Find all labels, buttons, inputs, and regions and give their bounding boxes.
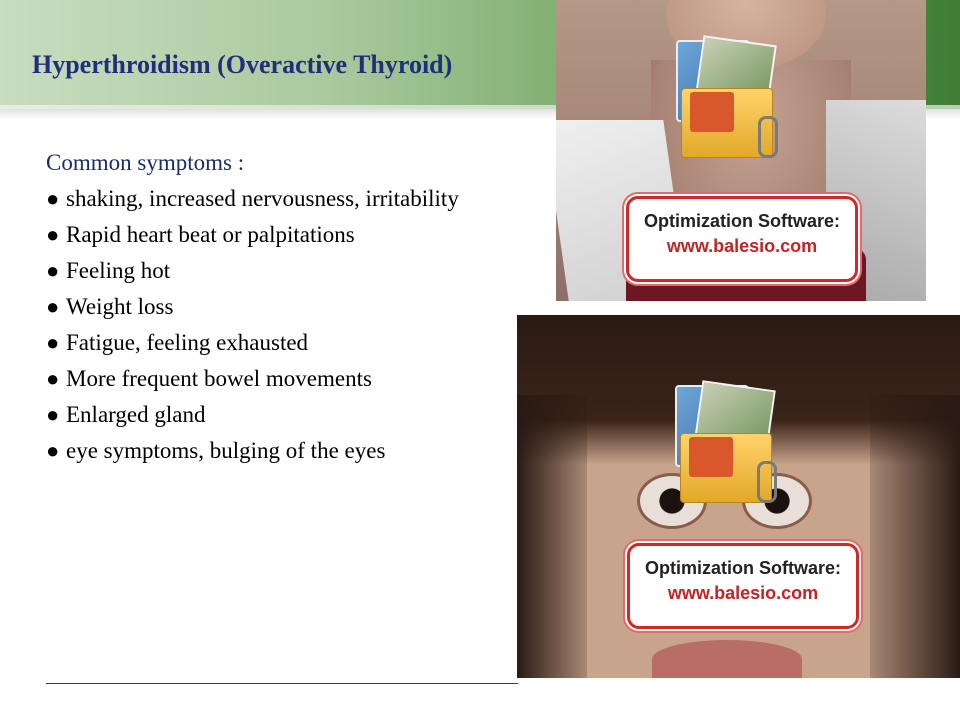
list-item <box>46 181 516 217</box>
list-item <box>46 361 516 397</box>
bullet-icon: ● <box>46 366 60 391</box>
bullet-icon: ● <box>46 330 60 355</box>
watermark-line2: www.balesio.com <box>666 236 818 256</box>
list-item-text: Enlarged gland <box>66 402 206 427</box>
watermark-clip-shape <box>757 461 777 503</box>
bullet-icon: ● <box>46 222 60 247</box>
bullet-icon: ● <box>46 258 60 283</box>
bullet-icon: ● <box>46 186 60 211</box>
hair-right-shape <box>870 395 960 678</box>
watermark-ppt-shape <box>690 92 734 132</box>
list-item-text: More frequent bowel movements <box>66 366 372 391</box>
list-item <box>46 397 516 433</box>
list-item <box>46 325 516 361</box>
watermark-line2: www.balesio.com <box>667 583 819 603</box>
watermark-line1: Optimization Software: <box>643 211 840 231</box>
list-item <box>46 217 516 253</box>
list-item-text: shaking, increased nervousness, irritability <box>66 186 459 211</box>
symptom-list <box>46 145 516 469</box>
list-item <box>46 253 516 289</box>
slide-title: Hyperthroidism (Overactive Thyroid) <box>32 50 453 79</box>
list-item-text: eye symptoms, bulging of the eyes <box>66 438 386 463</box>
neck-photo <box>556 0 926 301</box>
hair-left-shape <box>517 395 587 678</box>
mouth-shape <box>652 640 802 678</box>
footer-divider <box>46 683 518 684</box>
list-item <box>46 289 516 325</box>
eyes-photo <box>517 315 960 678</box>
bullet-icon: ● <box>46 294 60 319</box>
list-item-text: Feeling hot <box>66 258 171 283</box>
watermark-folder-icon <box>676 40 791 160</box>
list-item-text: Weight loss <box>66 294 174 319</box>
watermark-badge <box>626 196 858 282</box>
list-item-text: Rapid heart beat or palpitations <box>66 222 355 247</box>
bullet-icon: ● <box>46 402 60 427</box>
symptom-heading: Common symptoms : <box>46 150 245 175</box>
watermark-folder-icon <box>675 385 790 505</box>
watermark-line1: Optimization Software: <box>644 558 841 578</box>
list-item-text: Fatigue, feeling exhausted <box>66 330 309 355</box>
watermark-ppt-shape <box>689 437 733 477</box>
watermark-clip-shape <box>758 116 778 158</box>
list-item <box>46 433 516 469</box>
watermark-badge <box>627 543 859 629</box>
bullet-icon: ● <box>46 438 60 463</box>
